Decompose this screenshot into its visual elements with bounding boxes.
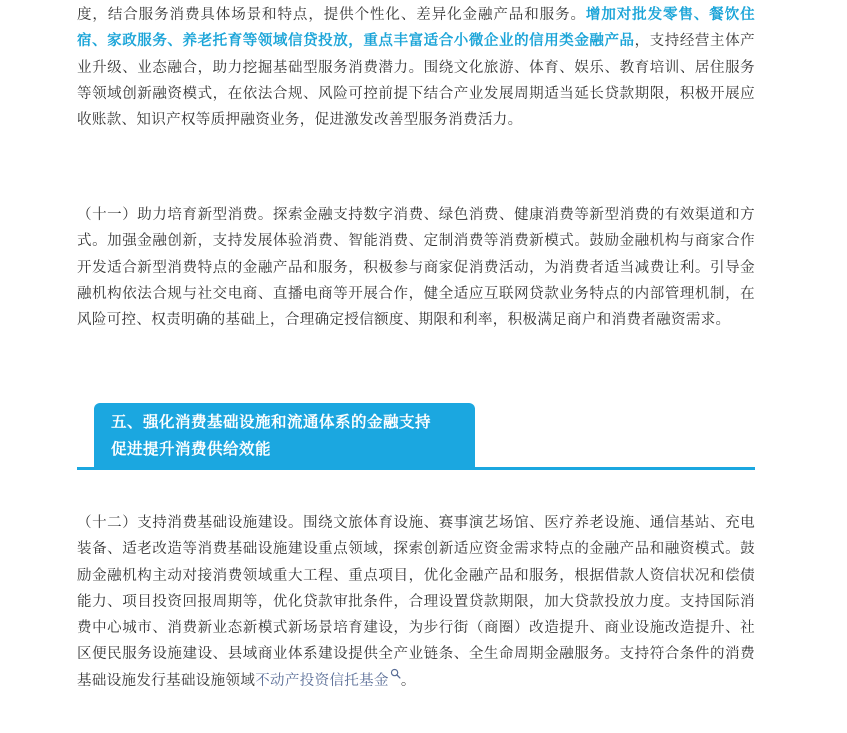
- paragraph-end: 。: [400, 672, 416, 689]
- highlighted-text: 增加对批发零售、餐饮住宿、家政服务、养老托育等领域信贷投放，重点丰富适合小微企业的信用类金融产品: [77, 7, 755, 50]
- paragraph-text: 度，结合服务消费具体场景和特点，提供个性化、差异化金融产品和服务。: [77, 7, 586, 23]
- section-heading-line1: 五、强化消费基础设施和流通体系的金融支持: [111, 413, 432, 431]
- search-icon: [390, 668, 401, 679]
- reit-link-text: 不动产投资信托基金: [255, 672, 389, 689]
- reit-link[interactable]: [255, 673, 401, 689]
- paragraph-new-consumption: （十一）助力培育新型消费。探索金融支持数字消费、绿色消费、健康消费等新型消费的有效渠道和方式。加强金融创新，支持发展体验消费、智能消费、定制消费等消费新模式。鼓励金融机构与商家合作开发适合新型消费特点的金融产品和服务，积极参与商家促消费活动，为消费者适当减费让利。引导金融机构依法合规与社交电商、直播电商等开展合作，健全适应互联网贷款业务特点的内部管理机制，在风险可控、权责明确的基础上，合理确定授信额度、期限和利率，积极满足商户和消费者融资需求。: [77, 207, 755, 329]
- paragraph-infrastructure: [77, 510, 755, 694]
- section-heading-line2: 促进提升消费供给效能: [111, 440, 272, 458]
- paragraph-text: （十二）支持消费基础设施建设。围绕文旅体育设施、赛事演艺场馆、医疗养老设施、通信基站、充电装备、适老改造等消费基础设施建设重点领域，探索创新适应资金需求特点的金融产品和融资模式。鼓励金融机构主动对接消费领域重大工程、重点项目，优化金融产品和服务，根据借款人资信状况和偿债能力、项目投资回报周期等，优化贷款审批条件，合理设置贷款期限，加大贷款投放力度。支持国际消费中心城市、消费新业态新模式新场景培育建设，为步行街（商圈）改造提升、商业设施改造提升、社区便民服务设施建设、县域商业体系建设提供全产业链条、全生命周期金融服务。支持符合条件的消费基础设施发行基础设施领域: [77, 515, 755, 689]
- section-heading: [94, 403, 475, 467]
- paragraph-text: ，支持经营主体产业升级、业态融合，助力挖掘基础型服务消费潜力。围绕文化旅游、体育、娱乐、教育培训、居住服务等领域创新融资模式，在依法合规、风险可控前提下结合产业发展周期适当延长贷款期限，积极开展应收账款、知识产权等质押融资业务，促进激发改善型服务消费活力。: [77, 33, 755, 129]
- section-heading-underline: [77, 467, 755, 470]
- paragraph-service-consumption: [77, 2, 755, 133]
